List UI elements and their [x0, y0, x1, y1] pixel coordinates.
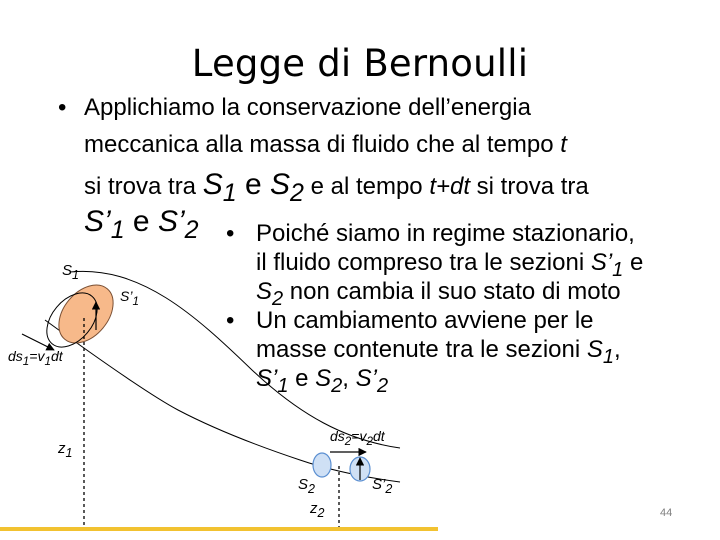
label-sp1 — [120, 288, 139, 308]
label-s2 — [298, 476, 315, 496]
bullet-text: e — [288, 365, 316, 392]
label-text: dt — [50, 348, 63, 364]
label-sp2 — [372, 476, 392, 496]
subscript: 2 — [184, 216, 199, 244]
label-z2 — [310, 500, 324, 520]
bullet-text: S — [586, 336, 603, 363]
symbol-s2: S — [269, 168, 290, 201]
subscript: 2 — [290, 179, 304, 207]
label-ds1 — [8, 348, 63, 368]
subscript: 2 — [317, 506, 325, 520]
subscript: 1 — [72, 268, 79, 282]
bullet-text: e — [124, 205, 158, 238]
bullet-text: S’ — [256, 365, 278, 392]
subscript: 2 — [308, 482, 315, 496]
label-s1 — [62, 262, 79, 282]
label-text: S — [298, 476, 309, 493]
bullet-text: , — [342, 365, 356, 392]
bullet-text: t+dt — [429, 173, 471, 200]
label-text: z — [310, 500, 318, 517]
bullet-text: il fluido compreso tra le sezioni — [256, 249, 591, 276]
bullet-text: masse contenute tra le sezioni — [256, 336, 587, 363]
label-ds2 — [330, 428, 385, 448]
symbol-s1: S — [202, 168, 223, 201]
subscript: 1 — [612, 258, 624, 281]
label-text: S — [62, 262, 73, 279]
symbol-sp1: S’ — [84, 205, 111, 238]
section-s2-ellipse — [313, 453, 331, 477]
subscript: 2 — [272, 287, 284, 310]
bullet-text: S’ — [355, 365, 377, 392]
subscript: 1 — [602, 345, 614, 368]
subscript: 1 — [65, 446, 73, 460]
subscript: 2 — [331, 374, 343, 397]
bullet-text: e — [623, 249, 644, 276]
ground-line — [0, 527, 438, 531]
pipe-lower-wall — [45, 320, 400, 482]
label-text: dt — [372, 428, 385, 444]
bullet-text: meccanica alla massa di fluido che al tempo — [84, 131, 561, 158]
subscript: 2 — [366, 434, 373, 448]
label-text: ds — [330, 428, 345, 444]
bullet-text: si trova tra — [84, 173, 203, 200]
bullet-text: e — [236, 168, 270, 201]
subscript: 1 — [132, 294, 139, 308]
label-text: =v — [351, 428, 367, 444]
bullet-text: Poiché siamo in regime stazionario, — [256, 220, 635, 247]
subscript: 1 — [222, 179, 237, 207]
label-text: z — [58, 440, 66, 457]
bullet-text: si trova tra — [470, 173, 589, 200]
bullet-text: non cambia il suo stato di moto — [283, 278, 621, 305]
subscript: 2 — [344, 434, 352, 448]
bullet-dot: • — [58, 94, 67, 121]
label-text: S’ — [372, 476, 386, 493]
bullet-text: S’ — [590, 249, 613, 276]
bullet-dot: • — [226, 307, 235, 334]
page-number: 44 — [660, 507, 673, 519]
symbol-sp2: S’ — [157, 205, 185, 238]
subscript: 1 — [44, 354, 51, 368]
subscript: 2 — [376, 374, 389, 397]
bullet-dot: • — [226, 220, 235, 247]
label-text: =v — [29, 348, 45, 364]
subscript: 1 — [22, 354, 30, 368]
bullet-text: Applichiamo la conservazione dell’energia — [84, 94, 531, 121]
label-z1 — [58, 440, 72, 460]
subscript: 2 — [385, 482, 393, 496]
bullet-text: S — [256, 278, 273, 305]
bullet-text: , — [613, 336, 621, 363]
label-text: S’ — [120, 288, 133, 304]
bullet-text: t — [560, 131, 567, 158]
bullet-text: Un cambiamento avviene per le — [256, 307, 594, 334]
slide-title: Legge di Bernoulli — [191, 42, 529, 85]
bullet-text: S — [315, 365, 332, 392]
subscript: 1 — [110, 216, 125, 244]
subscript: 1 — [277, 374, 289, 397]
section-s1-ellipse — [48, 275, 124, 354]
bullet-text: e al tempo — [303, 173, 430, 200]
label-text: ds — [8, 348, 23, 364]
